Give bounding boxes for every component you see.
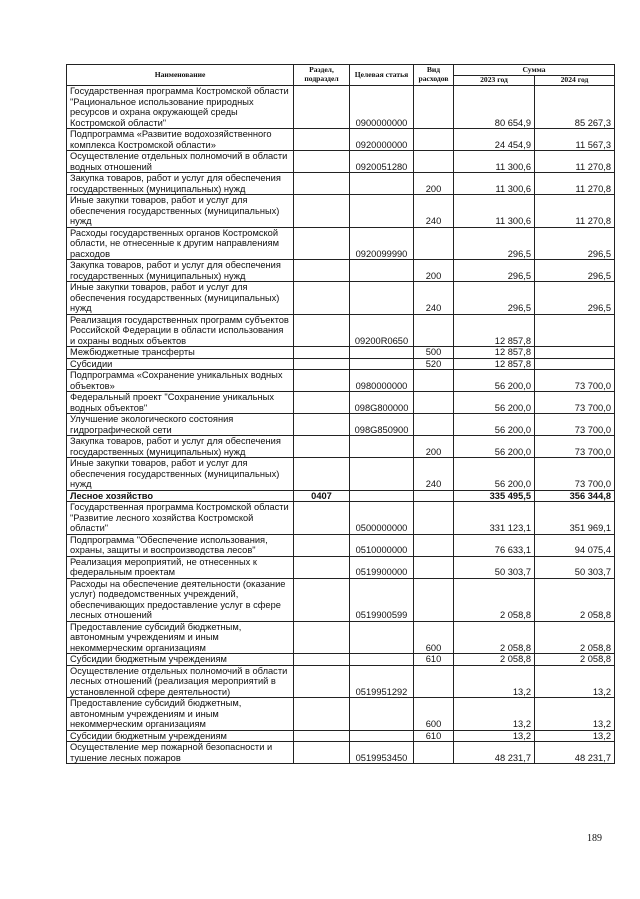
cell-target-article	[350, 358, 414, 370]
table-row	[67, 370, 615, 392]
cell-sum-2024: 296,5	[535, 260, 615, 282]
header-section: Раздел, подраздел	[294, 65, 350, 86]
cell-expense-type: 600	[414, 621, 454, 654]
cell-expense-type	[414, 227, 454, 260]
cell-sum-2024: 356 344,8	[535, 490, 615, 502]
table-row	[67, 730, 615, 742]
cell-sum-2024	[535, 358, 615, 370]
cell-expense-type	[414, 742, 454, 764]
cell-name: Закупка товаров, работ и услуг для обеспечения государственных (муниципальных) нужд	[67, 260, 294, 282]
cell-sum-2023: 56 200,0	[454, 436, 535, 458]
page-number: 189	[587, 833, 602, 844]
cell-section	[294, 698, 350, 731]
cell-sum-2024: 50 303,7	[535, 556, 615, 578]
cell-sum-2023: 76 633,1	[454, 534, 535, 556]
cell-name: Субсидии	[67, 358, 294, 370]
header-article: Целевая статья	[350, 65, 414, 86]
cell-name: Иные закупки товаров, работ и услуг для обеспечения государственных (муниципальных) нужд	[67, 458, 294, 491]
cell-sum-2024: 73 700,0	[535, 370, 615, 392]
cell-target-article: 0519951292	[350, 665, 414, 698]
cell-section	[294, 414, 350, 436]
cell-section	[294, 195, 350, 228]
table-row	[67, 621, 615, 654]
cell-section	[294, 578, 350, 621]
header-year-2024: 2024 год	[535, 76, 615, 86]
cell-expense-type: 200	[414, 173, 454, 195]
cell-target-article	[350, 347, 414, 359]
cell-sum-2023: 296,5	[454, 260, 535, 282]
cell-section	[294, 282, 350, 315]
cell-section	[294, 742, 350, 764]
cell-section	[294, 370, 350, 392]
cell-target-article	[350, 260, 414, 282]
cell-section	[294, 665, 350, 698]
cell-expense-type	[414, 534, 454, 556]
cell-sum-2023: 2 058,8	[454, 578, 535, 621]
cell-expense-type	[414, 490, 454, 502]
cell-name: Реализация мероприятий, не отнесенных к федеральным проектам	[67, 556, 294, 578]
table-row	[67, 227, 615, 260]
cell-name: Закупка товаров, работ и услуг для обеспечения государственных (муниципальных) нужд	[67, 436, 294, 458]
cell-sum-2023: 12 857,8	[454, 358, 535, 370]
cell-target-article	[350, 436, 414, 458]
cell-sum-2024: 94 075,4	[535, 534, 615, 556]
cell-sum-2023: 24 454,9	[454, 129, 535, 151]
cell-target-article: 0920000000	[350, 129, 414, 151]
cell-sum-2023: 11 300,6	[454, 151, 535, 173]
header-year-2023: 2023 год	[454, 76, 535, 86]
table-row	[67, 347, 615, 359]
cell-name: Предоставление субсидий бюджетным, автономным учреждениям и иным некоммерческим организациям	[67, 621, 294, 654]
cell-sum-2024: 11 567,3	[535, 129, 615, 151]
cell-sum-2023: 12 857,8	[454, 347, 535, 359]
cell-sum-2024: 2 058,8	[535, 621, 615, 654]
cell-name: Подпрограмма «Развитие водохозяйственного комплекса Костромской области»	[67, 129, 294, 151]
cell-expense-type: 520	[414, 358, 454, 370]
cell-expense-type	[414, 86, 454, 129]
cell-sum-2024: 2 058,8	[535, 654, 615, 666]
cell-name: Государственная программа Костромской области "Развитие лесного хозяйства Костромской области"	[67, 502, 294, 535]
cell-sum-2024: 11 270,8	[535, 173, 615, 195]
cell-name: Иные закупки товаров, работ и услуг для обеспечения государственных (муниципальных) нужд	[67, 195, 294, 228]
table-row	[67, 314, 615, 347]
cell-sum-2023: 56 200,0	[454, 392, 535, 414]
cell-name: Лесное хозяйство	[67, 490, 294, 502]
cell-expense-type	[414, 556, 454, 578]
cell-target-article	[350, 654, 414, 666]
cell-section	[294, 436, 350, 458]
cell-section	[294, 358, 350, 370]
table-row	[67, 578, 615, 621]
cell-sum-2023: 56 200,0	[454, 370, 535, 392]
header-sum: Сумма	[454, 65, 615, 76]
cell-sum-2023: 56 200,0	[454, 458, 535, 491]
cell-name: Расходы государственных органов Костромской области, не отнесенные к другим направлениям расходов	[67, 227, 294, 260]
cell-name: Закупка товаров, работ и услуг для обеспечения государственных (муниципальных) нужд	[67, 173, 294, 195]
cell-target-article: 0920099990	[350, 227, 414, 260]
cell-section	[294, 347, 350, 359]
cell-target-article	[350, 458, 414, 491]
cell-sum-2023: 50 303,7	[454, 556, 535, 578]
cell-target-article: 098G800000	[350, 392, 414, 414]
cell-target-article: 0920051280	[350, 151, 414, 173]
cell-expense-type: 610	[414, 654, 454, 666]
cell-expense-type	[414, 414, 454, 436]
cell-expense-type: 500	[414, 347, 454, 359]
table-row	[67, 490, 615, 502]
cell-sum-2023: 11 300,6	[454, 173, 535, 195]
cell-target-article: 0500000000	[350, 502, 414, 535]
cell-sum-2023: 296,5	[454, 282, 535, 315]
cell-target-article	[350, 698, 414, 731]
cell-name: Осуществление отдельных полномочий в области лесных отношений (реализация мероприятий в установленной сфере деятельности)	[67, 665, 294, 698]
cell-sum-2023: 13,2	[454, 730, 535, 742]
cell-name: Государственная программа Костромской области "Рациональное использование природных ресурсов и охрана окружающей среды Костромской области"	[67, 86, 294, 129]
cell-sum-2024: 73 700,0	[535, 458, 615, 491]
cell-sum-2024: 351 969,1	[535, 502, 615, 535]
cell-section	[294, 151, 350, 173]
cell-target-article	[350, 621, 414, 654]
cell-section	[294, 654, 350, 666]
cell-name: Межбюджетные трансферты	[67, 347, 294, 359]
cell-expense-type: 200	[414, 436, 454, 458]
cell-expense-type	[414, 578, 454, 621]
cell-name: Реализация государственных программ субъектов Российской Федерации в области использования и охраны водных объектов	[67, 314, 294, 347]
cell-sum-2024	[535, 347, 615, 359]
cell-sum-2023: 48 231,7	[454, 742, 535, 764]
cell-sum-2023: 13,2	[454, 698, 535, 731]
cell-expense-type: 600	[414, 698, 454, 731]
cell-name: Субсидии бюджетным учреждениям	[67, 654, 294, 666]
cell-expense-type	[414, 392, 454, 414]
cell-target-article: 0510000000	[350, 534, 414, 556]
cell-sum-2023: 331 123,1	[454, 502, 535, 535]
cell-name: Подпрограмма "Обеспечение использования, охраны, защиты и воспроизводства лесов"	[67, 534, 294, 556]
table-row	[67, 414, 615, 436]
cell-sum-2024: 73 700,0	[535, 436, 615, 458]
cell-section	[294, 173, 350, 195]
cell-name: Иные закупки товаров, работ и услуг для обеспечения государственных (муниципальных) нужд	[67, 282, 294, 315]
cell-name: Подпрограмма «Сохранение уникальных водных объектов»	[67, 370, 294, 392]
cell-expense-type	[414, 129, 454, 151]
cell-sum-2023: 13,2	[454, 665, 535, 698]
cell-sum-2023: 296,5	[454, 227, 535, 260]
cell-target-article: 0519900000	[350, 556, 414, 578]
cell-section	[294, 556, 350, 578]
cell-name: Федеральный проект "Сохранение уникальных водных объектов"	[67, 392, 294, 414]
cell-section	[294, 621, 350, 654]
cell-expense-type: 200	[414, 260, 454, 282]
table-row	[67, 654, 615, 666]
cell-expense-type: 610	[414, 730, 454, 742]
cell-target-article: 09200R0650	[350, 314, 414, 347]
cell-section: 0407	[294, 490, 350, 502]
cell-target-article: 0980000000	[350, 370, 414, 392]
cell-section	[294, 458, 350, 491]
cell-sum-2024: 85 267,3	[535, 86, 615, 129]
cell-sum-2024: 13,2	[535, 698, 615, 731]
table-row	[67, 392, 615, 414]
table-row	[67, 129, 615, 151]
table-row	[67, 458, 615, 491]
cell-expense-type: 240	[414, 282, 454, 315]
cell-sum-2024: 11 270,8	[535, 151, 615, 173]
header-name: Наименование	[67, 65, 294, 86]
cell-sum-2023: 80 654,9	[454, 86, 535, 129]
cell-sum-2024: 296,5	[535, 282, 615, 315]
table-row	[67, 195, 615, 228]
cell-section	[294, 129, 350, 151]
cell-expense-type: 240	[414, 458, 454, 491]
cell-sum-2023: 56 200,0	[454, 414, 535, 436]
table-row	[67, 665, 615, 698]
cell-expense-type: 240	[414, 195, 454, 228]
cell-section	[294, 730, 350, 742]
cell-expense-type	[414, 502, 454, 535]
table-row	[67, 742, 615, 764]
cell-section	[294, 86, 350, 129]
budget-table	[66, 64, 615, 764]
header-expense-type: Вид расходов	[414, 65, 454, 86]
cell-sum-2023: 335 495,5	[454, 490, 535, 502]
cell-name: Предоставление субсидий бюджетным, автономным учреждениям и иным некоммерческим организациям	[67, 698, 294, 731]
cell-expense-type	[414, 151, 454, 173]
cell-expense-type	[414, 665, 454, 698]
cell-section	[294, 534, 350, 556]
cell-target-article	[350, 195, 414, 228]
cell-sum-2023: 12 857,8	[454, 314, 535, 347]
cell-expense-type	[414, 314, 454, 347]
table-row	[67, 173, 615, 195]
cell-sum-2024: 296,5	[535, 227, 615, 260]
cell-target-article: 0519900599	[350, 578, 414, 621]
cell-sum-2023: 2 058,8	[454, 621, 535, 654]
cell-sum-2024: 73 700,0	[535, 414, 615, 436]
cell-sum-2023: 2 058,8	[454, 654, 535, 666]
cell-target-article	[350, 282, 414, 315]
cell-target-article: 0900000000	[350, 86, 414, 129]
table-row	[67, 556, 615, 578]
cell-name: Расходы на обеспечение деятельности (оказание услуг) подведомственных учреждений, обеспечивающих предоставление услуг в сфере лесных отношений	[67, 578, 294, 621]
table-row	[67, 358, 615, 370]
cell-target-article: 0519953450	[350, 742, 414, 764]
table-row	[67, 282, 615, 315]
cell-sum-2024	[535, 314, 615, 347]
table-row	[67, 151, 615, 173]
cell-target-article: 098G850900	[350, 414, 414, 436]
cell-expense-type	[414, 370, 454, 392]
cell-target-article	[350, 173, 414, 195]
table-body	[67, 86, 615, 764]
table-header	[67, 65, 615, 86]
table-row	[67, 436, 615, 458]
cell-sum-2024: 13,2	[535, 665, 615, 698]
cell-section	[294, 260, 350, 282]
table-row	[67, 698, 615, 731]
cell-name: Осуществление отдельных полномочий в области водных отношений	[67, 151, 294, 173]
cell-target-article	[350, 490, 414, 502]
cell-sum-2023: 11 300,6	[454, 195, 535, 228]
table-row	[67, 502, 615, 535]
cell-name: Субсидии бюджетным учреждениям	[67, 730, 294, 742]
cell-sum-2024: 48 231,7	[535, 742, 615, 764]
cell-section	[294, 314, 350, 347]
cell-sum-2024: 11 270,8	[535, 195, 615, 228]
cell-section	[294, 227, 350, 260]
cell-section	[294, 502, 350, 535]
cell-target-article	[350, 730, 414, 742]
table-row	[67, 86, 615, 129]
cell-sum-2024: 73 700,0	[535, 392, 615, 414]
table-row	[67, 534, 615, 556]
cell-name: Улучшение экологического состояния гидрографической сети	[67, 414, 294, 436]
cell-sum-2024: 2 058,8	[535, 578, 615, 621]
cell-sum-2024: 13,2	[535, 730, 615, 742]
table-row	[67, 260, 615, 282]
cell-name: Осуществление мер пожарной безопасности и тушение лесных пожаров	[67, 742, 294, 764]
cell-section	[294, 392, 350, 414]
